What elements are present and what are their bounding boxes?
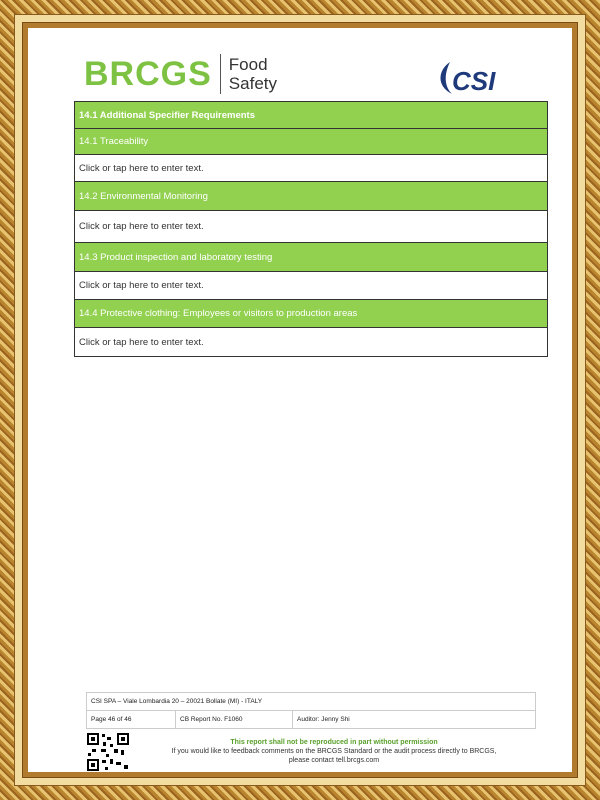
input-placeholder[interactable]: Click or tap here to enter text. [79, 336, 204, 348]
footer-page-cell [87, 711, 176, 728]
footer-address-text: CSI SPA – Viale Lombardia 20 – 20021 Bollate (MI) - ITALY [91, 698, 263, 705]
notice-feedback-line: If you would like to feedback comments on the BRCGS Standard or the audit process directly to BRCGS, [171, 748, 497, 755]
document-page [28, 28, 572, 772]
section-heading-row [75, 182, 547, 211]
csi-logo [434, 58, 504, 98]
page-footer [86, 692, 536, 729]
input-placeholder[interactable]: Click or tap here to enter text. [79, 280, 204, 291]
table-title: 14.1 Additional Specifier Requirements [79, 109, 255, 121]
notice-warning: This report shall not be reproduced in part without permission [230, 739, 438, 746]
footer-report-number: CB Report No. F1060 [180, 716, 243, 723]
section-input-traceability[interactable] [75, 155, 547, 182]
section-heading-row [75, 129, 547, 155]
brcgs-logo-sub-2: Safety [228, 74, 277, 93]
input-placeholder[interactable]: Click or tap here to enter text. [79, 221, 204, 232]
section-heading-environmental-monitoring: 14.2 Environmental Monitoring [79, 190, 208, 202]
section-heading-traceability: 14.1 Traceability [79, 136, 149, 147]
section-input-environmental-monitoring[interactable] [75, 211, 547, 243]
section-heading-row [75, 300, 547, 328]
footer-report-cell [176, 711, 293, 728]
footer-info-row [87, 711, 535, 728]
section-heading-product-inspection: 14.3 Product inspection and laboratory testing [79, 251, 273, 263]
reproduction-notice [134, 738, 534, 765]
input-placeholder[interactable]: Click or tap here to enter text. [79, 162, 204, 174]
notice-contact-line: please contact tell.brcgs.com [288, 757, 380, 764]
footer-page-number: Page 46 of 46 [91, 716, 132, 723]
section-heading-row [75, 243, 547, 272]
brcgs-logo-text: BRCGS [84, 54, 212, 93]
footer-address [87, 693, 535, 711]
footer-auditor-cell [293, 711, 535, 728]
footer-auditor: Auditor: Jenny Shi [297, 716, 350, 723]
table-title-row [75, 102, 547, 129]
section-input-protective-clothing[interactable] [75, 328, 547, 356]
section-input-product-inspection[interactable] [75, 272, 547, 300]
brcgs-logo [84, 50, 277, 98]
brcgs-logo-sub-1: Food [228, 55, 268, 74]
requirements-table [74, 101, 548, 357]
section-heading-protective-clothing: 14.4 Protective clothing: Employees or visitors to production areas [79, 308, 358, 319]
logo-divider [220, 54, 221, 94]
csi-logo-text: CSI [452, 66, 496, 96]
qr-code-icon [86, 732, 130, 772]
brcgs-logo-subtitle [229, 55, 277, 93]
